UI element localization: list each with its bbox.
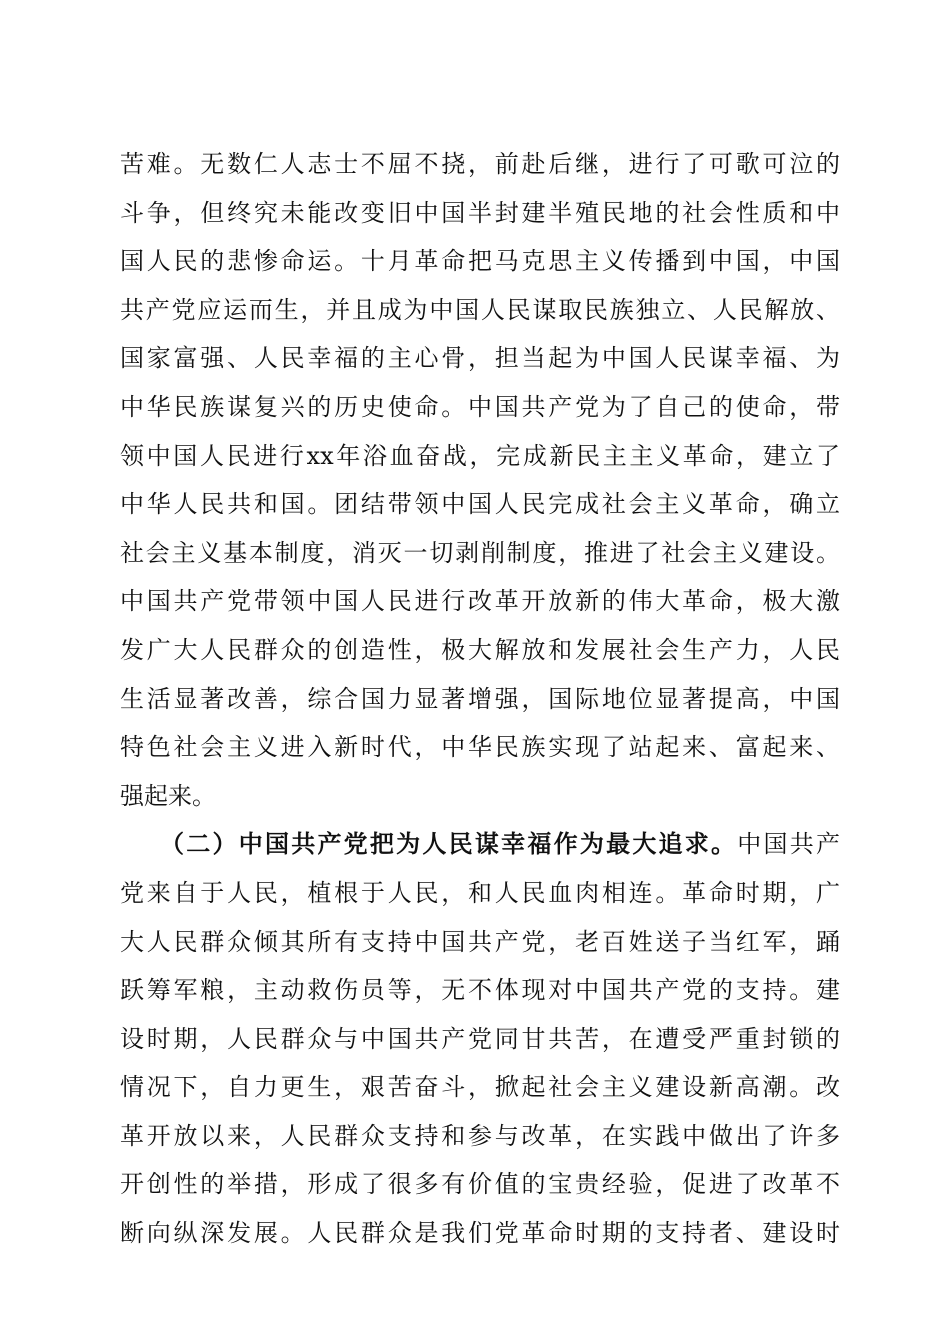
section-heading: （二）中国共产党把为人民谋幸福作为最大追求。 (160, 829, 738, 859)
text-line: 生活显著改善，综合国力显著增强，国际地位显著提高，中国 (120, 684, 840, 713)
text-line: 特色社会主义进入新时代，中华民族实现了站起来、富起来、 (120, 733, 840, 762)
text-line: 中华民族谋复兴的历史使命。中国共产党为了自己的使命，带 (120, 392, 840, 421)
text-line: 社会主义基本制度，消灭一切剥削制度，推进了社会主义建设。 (120, 538, 840, 567)
body-text (120, 140, 840, 1258)
text-line: 革开放以来，人民群众支持和参与改革，在实践中做出了许多 (120, 1121, 840, 1150)
text-line: 共产党应运而生，并且成为中国人民谋取民族独立、人民解放、 (120, 295, 840, 324)
text-line: 设时期，人民群众与中国共产党同甘共苦，在遭受严重封锁的 (120, 1024, 840, 1053)
text-line: 国人民的悲惨命运。十月革命把马克思主义传播到中国，中国 (120, 247, 840, 276)
text-line: 大人民群众倾其所有支持中国共产党，老百姓送子当红军，踊 (120, 927, 840, 956)
text-line: 跃筹军粮，主动救伤员等，无不体现对中国共产党的支持。建 (120, 976, 840, 1005)
paragraph-1 (120, 140, 840, 820)
text-line: 发广大人民群众的创造性，极大解放和发展社会生产力，人民 (120, 635, 840, 664)
text-line: 国家富强、人民幸福的主心骨，担当起为中国人民谋幸福、为 (120, 344, 840, 373)
text-line-last: 强起来。 (120, 781, 216, 810)
text-line: 斗争，但终究未能改变旧中国半封建半殖民地的社会性质和中 (120, 198, 840, 227)
text-line: 党来自于人民，植根于人民，和人民血肉相连。革命时期，广 (120, 878, 840, 907)
text-line: 领中国人民进行xx年浴血奋战，完成新民主主义革命，建立了 (120, 441, 840, 470)
text-line: 苦难。无数仁人志士不屈不挠，前赴后继，进行了可歌可泣的 (120, 150, 840, 178)
text-line: 中国共产党带领中国人民进行改革开放新的伟大革命，极大激 (120, 587, 840, 616)
text-line: 断向纵深发展。人民群众是我们党革命时期的支持者、建设时 (120, 1219, 840, 1248)
paragraph-2 (120, 820, 840, 1257)
heading-line-continuation: 中国共产 (737, 830, 840, 859)
text-line: 中华人民共和国。团结带领中国人民完成社会主义革命，确立 (120, 490, 840, 519)
section-heading-line (120, 820, 840, 869)
text-line: 开创性的举措，形成了很多有价值的宝贵经验，促进了改革不 (120, 1170, 840, 1199)
text-line: 情况下，自力更生，艰苦奋斗，掀起社会主义建设新高潮。改 (120, 1073, 840, 1102)
